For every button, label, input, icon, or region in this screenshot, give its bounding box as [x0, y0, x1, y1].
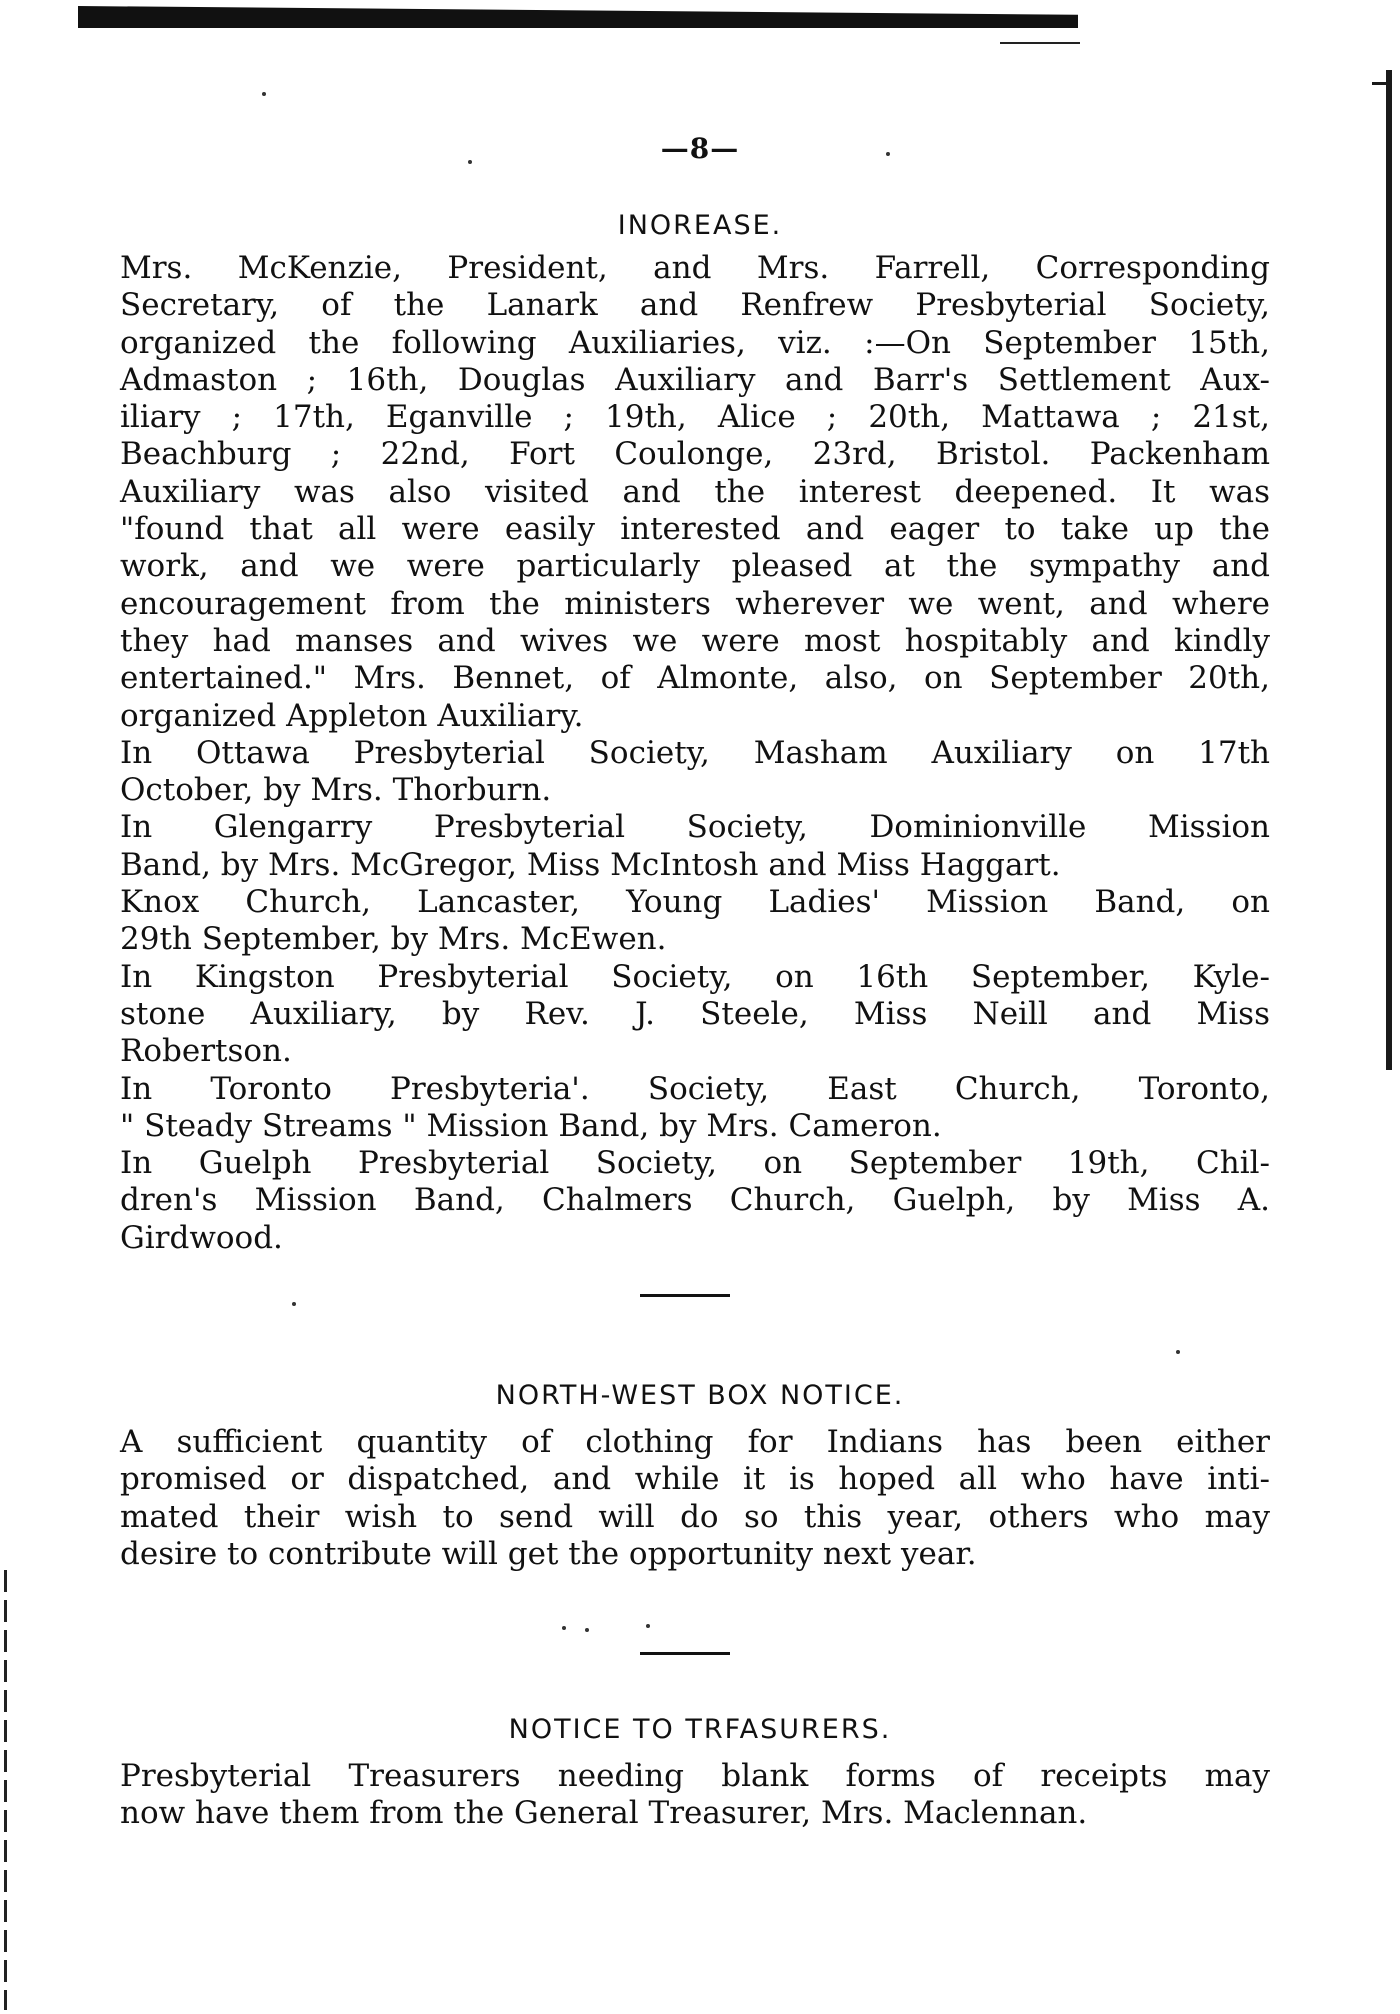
ink-speck	[1176, 1350, 1180, 1354]
text-line: organized Appleton Auxiliary.	[120, 697, 584, 734]
text-line: Knox Church, Lancaster, Young Ladies' Mission Band, on	[120, 884, 1270, 921]
section-heading-increase: INOREASE.	[617, 210, 783, 241]
ink-speck	[292, 1302, 296, 1306]
ink-speck	[262, 92, 266, 96]
text-line: desire to contribute will get the opportunity next year.	[120, 1535, 977, 1572]
text-line: Mrs. McKenzie, President, and Mrs. Farrell, Corresponding	[120, 250, 1270, 286]
text-line: In Kingston Presbyterial Society, on 16th September, Kyle-	[120, 958, 1270, 995]
text-line: Auxiliary was also visited and the interest deepened. It was	[120, 473, 1270, 510]
text-line: Girdwood.	[120, 1219, 283, 1256]
text-line: now have them from the General Treasurer, Mrs. Maclennan.	[120, 1795, 1088, 1832]
treasurers-body	[120, 1758, 1270, 1833]
top-thin-rule	[1000, 42, 1080, 44]
page-number: —8—	[660, 132, 740, 165]
north-west-body	[120, 1424, 1270, 1573]
ink-speck	[646, 1624, 650, 1628]
text-line: Beachburg ; 22nd, Fort Coulonge, 23rd, Bristol. Packenham	[120, 436, 1270, 473]
right-edge-cap	[1372, 82, 1392, 85]
text-line: In Glengarry Presbyterial Society, Dominionville Mission	[120, 809, 1270, 846]
text-line: Secretary, of the Lanark and Renfrew Presbyterial Society,	[120, 287, 1270, 324]
section-separator	[640, 1294, 730, 1297]
ink-speck	[585, 1628, 589, 1632]
text-line: work, and we were particularly pleased at the sympathy and	[120, 548, 1270, 585]
text-line: In Ottawa Presbyterial Society, Masham Auxiliary on 17th	[120, 734, 1270, 771]
text-line: Robertson.	[120, 1033, 292, 1070]
text-line: encouragement from the ministers wherever we went, and where	[120, 585, 1270, 622]
text-line: October, by Mrs. Thorburn.	[120, 772, 552, 809]
text-line: stone Auxiliary, by Rev. J. Steele, Miss Neill and Miss	[120, 995, 1270, 1032]
top-border-bar	[78, 6, 1078, 28]
text-line: organized the following Auxiliaries, viz. :—On September 15th,	[120, 324, 1270, 361]
text-line: they had manses and wives we were most hospitably and kindly	[120, 622, 1270, 659]
section-heading-north-west: NORTH-WEST BOX NOTICE.	[495, 1380, 905, 1411]
text-line: iliary ; 17th, Eganville ; 19th, Alice ; 20th, Mattawa ; 21st,	[120, 399, 1270, 436]
section-heading-treasurers: NOTICE TO TRFASURERS.	[508, 1714, 892, 1745]
text-line: promised or dispatched, and while it is hoped all who have inti-	[120, 1461, 1270, 1498]
section-separator	[640, 1652, 730, 1655]
text-line: Presbyterial Treasurers needing blank forms of receipts may	[120, 1758, 1270, 1794]
text-line: "found that all were easily interested and eager to take up the	[120, 511, 1270, 548]
text-line: entertained." Mrs. Bennet, of Almonte, also, on September 20th,	[120, 660, 1270, 697]
ink-speck	[562, 1626, 566, 1630]
left-page-edge	[4, 1570, 7, 2010]
text-line: A sufficient quantity of clothing for Indians has been either	[120, 1424, 1270, 1460]
text-line: In Toronto Presbyteria'. Society, East Church, Toronto,	[120, 1070, 1270, 1107]
text-line: dren's Mission Band, Chalmers Church, Guelph, by Miss A.	[120, 1182, 1270, 1219]
text-line: mated their wish to send will do so this year, others who may	[120, 1498, 1270, 1535]
increase-body	[120, 250, 1270, 1257]
text-line: In Guelph Presbyterial Society, on September 19th, Chil-	[120, 1145, 1270, 1182]
text-line: Admaston ; 16th, Douglas Auxiliary and Barr's Settlement Aux-	[120, 361, 1270, 398]
text-line: Band, by Mrs. McGregor, Miss McIntosh and Miss Haggart.	[120, 846, 1061, 883]
text-line: " Steady Streams " Mission Band, by Mrs. Cameron.	[120, 1107, 942, 1144]
text-line: 29th September, by Mrs. McEwen.	[120, 921, 667, 958]
